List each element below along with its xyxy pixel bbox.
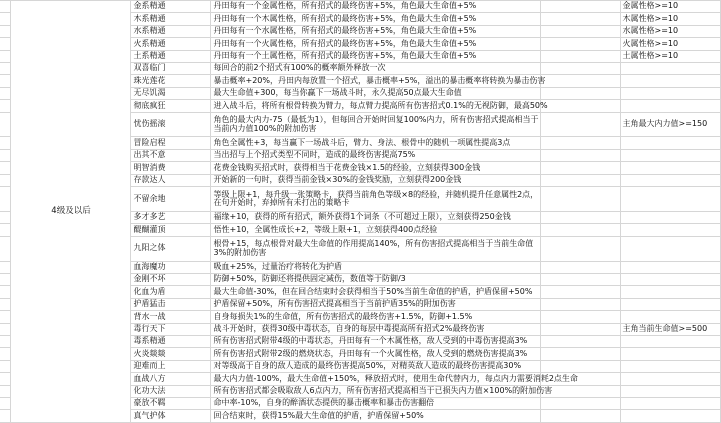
- empty-cell: [540, 311, 620, 323]
- talent-name-cell: 明智消费: [130, 162, 210, 174]
- empty-cell: [540, 87, 620, 99]
- talent-description-cell: 对等级高于自身的敌人造成的最终伤害提高50%，对精英敌人造成的最终伤害提高30%: [210, 360, 540, 372]
- empty-cell: [540, 298, 620, 310]
- talent-description-cell: 根骨+15，每点根骨对最大生命值的作用提高140%，所有伤害招式提高相当于当前生命值3%的附加伤害: [210, 236, 540, 261]
- unlock-condition-cell: 金属性格>=10: [620, 1, 720, 13]
- talent-name-cell: 醍醐灌顶: [130, 224, 210, 236]
- empty-cell: [540, 187, 620, 212]
- unlock-condition-cell: [620, 236, 720, 261]
- talent-name-cell: 木系精通: [130, 13, 210, 25]
- table-row: [0, 1, 720, 13]
- talent-description-cell: 暴击概率+20%，丹田内每放置一个招式，暴击概率+5%，溢出的暴击概率将转换为暴击伤害: [210, 75, 540, 87]
- talent-name-cell: 存款达人: [130, 174, 210, 186]
- empty-cell: [540, 100, 620, 112]
- unlock-condition-cell: [620, 174, 720, 186]
- unlock-condition-cell: 火属性格>=10: [620, 38, 720, 50]
- row-gutter-cell: [0, 298, 10, 310]
- talent-table-body: [0, 1, 720, 423]
- empty-cell: [540, 360, 620, 372]
- talent-name-cell: 毒系精通: [130, 335, 210, 347]
- unlock-condition-cell: [620, 137, 720, 149]
- talent-description-cell: 每回合的前2个招式有100%的概率额外释放一次: [210, 63, 540, 75]
- empty-cell: [540, 38, 620, 50]
- talent-description-cell: 角色的最大内力-75（最低为1），但每回合开始时回复100%内力，所有伤害招式提高相当于当前内力值100%的附加伤害: [210, 112, 540, 137]
- unlock-condition-cell: [620, 373, 720, 385]
- empty-cell: [540, 273, 620, 285]
- talent-description-cell: 最大内力值-100%，最大生命值+150%，释放招式时，使用生命代替内力，每点内力需要消耗2点生命: [210, 373, 540, 385]
- row-gutter-cell: [0, 323, 10, 335]
- empty-cell: [540, 112, 620, 137]
- talent-description-cell: 命中率-10%，自身的醉酒状态提供的暴击概率和暴击伤害翻倍: [210, 398, 540, 410]
- empty-cell: [540, 348, 620, 360]
- talent-name-cell: 护盾猛击: [130, 298, 210, 310]
- row-gutter-cell: [0, 38, 10, 50]
- talent-description-cell: 悟性+10，全属性成长+2，等级上限+1，立刻获得400点经验: [210, 224, 540, 236]
- talent-description-cell: 等级上限+1，每升级一张策略卡，获得当前角色等级×8的经验，并随机提升任意属性2点，在句开始时，弃掉所有未打出的策略卡: [210, 187, 540, 212]
- unlock-condition-cell: [620, 63, 720, 75]
- group-label-cell: 4级及以后: [10, 1, 130, 423]
- empty-cell: [540, 162, 620, 174]
- talent-name-cell: 背水一战: [130, 311, 210, 323]
- unlock-condition-cell: [620, 360, 720, 372]
- row-gutter-cell: [0, 236, 10, 261]
- unlock-condition-cell: [620, 149, 720, 161]
- talent-description-cell: 当出招与上个招式类型不同时，造成的最终伤害提高75%: [210, 149, 540, 161]
- empty-cell: [540, 137, 620, 149]
- unlock-condition-cell: [620, 87, 720, 99]
- talent-name-cell: 出其不意: [130, 149, 210, 161]
- row-gutter-cell: [0, 273, 10, 285]
- row-gutter-cell: [0, 87, 10, 99]
- unlock-condition-cell: 土属性格>=10: [620, 50, 720, 62]
- talent-name-cell: 火炎燚燚: [130, 348, 210, 360]
- unlock-condition-cell: 主角最大内力值>=150: [620, 112, 720, 137]
- unlock-condition-cell: [620, 398, 720, 410]
- empty-cell: [540, 323, 620, 335]
- unlock-condition-cell: [620, 211, 720, 223]
- talent-description-cell: 丹田每有一个火属性格，所有招式的最终伤害+5%，角色最大生命值+5%: [210, 38, 540, 50]
- empty-cell: [540, 174, 620, 186]
- talent-description-cell: 福缘+10，获得的所有招式，额外获得1个词条（不可超过上限），立刻获得250金钱: [210, 211, 540, 223]
- talent-name-cell: 水系精通: [130, 25, 210, 37]
- talent-name-cell: 血战八方: [130, 373, 210, 385]
- unlock-condition-cell: [620, 187, 720, 212]
- empty-cell: [540, 286, 620, 298]
- talent-name-cell: 血海魔功: [130, 261, 210, 273]
- empty-cell: [540, 149, 620, 161]
- unlock-condition-cell: 主角当前生命值>=500: [620, 323, 720, 335]
- empty-cell: [540, 25, 620, 37]
- row-gutter-cell: [0, 373, 10, 385]
- row-gutter-cell: [0, 174, 10, 186]
- unlock-condition-cell: [620, 75, 720, 87]
- talent-name-cell: 多才多艺: [130, 211, 210, 223]
- talent-name-cell: 火系精通: [130, 38, 210, 50]
- unlock-condition-cell: [620, 286, 720, 298]
- talent-name-cell: 彻底疯狂: [130, 100, 210, 112]
- row-gutter-cell: [0, 398, 10, 410]
- row-gutter-cell: [0, 149, 10, 161]
- talent-description-cell: 开始新的一句时，获得当前金钱×30%的金钱奖励，立刻获得200金钱: [210, 174, 540, 186]
- empty-cell: [540, 50, 620, 62]
- talent-name-cell: 化功大法: [130, 385, 210, 397]
- row-gutter-cell: [0, 286, 10, 298]
- row-gutter-cell: [0, 162, 10, 174]
- empty-cell: [540, 224, 620, 236]
- talent-description-cell: 进入战斗后，将所有根骨转换为臂力，每点臂力提高所有伤害招式0.1%的无视防御，最高50%: [210, 100, 540, 112]
- talent-description-cell: 所有伤害招式附带2级的燃烧状态，丹田每有一个火属性格，敌人受到的燃烧伤害提高3%: [210, 348, 540, 360]
- talent-description-cell: 所有伤害招式附带4级的中毒状态，丹田每有一个木属性格，敌人受到的中毒伤害提高3%: [210, 335, 540, 347]
- empty-cell: [540, 385, 620, 397]
- row-gutter-cell: [0, 335, 10, 347]
- empty-cell: [540, 335, 620, 347]
- unlock-condition-cell: [620, 100, 720, 112]
- talent-name-cell: 化血为盾: [130, 286, 210, 298]
- talent-name-cell: 不留余地: [130, 187, 210, 212]
- talent-description-cell: 所有伤害招式都会吸取敌人6点内力，所有伤害招式提高相当于已损失内力值×100%的附加伤害: [210, 385, 540, 397]
- unlock-condition-cell: 水属性格>=10: [620, 25, 720, 37]
- row-gutter-cell: [0, 261, 10, 273]
- row-gutter-cell: [0, 360, 10, 372]
- talent-description-cell: 丹田每有一个金属性格，所有招式的最终伤害+5%，角色最大生命值+5%: [210, 1, 540, 13]
- empty-cell: [540, 398, 620, 410]
- row-gutter-cell: [0, 410, 10, 422]
- unlock-condition-cell: [620, 311, 720, 323]
- unlock-condition-cell: [620, 273, 720, 285]
- row-gutter-cell: [0, 348, 10, 360]
- empty-cell: [540, 63, 620, 75]
- talent-description-cell: 回合结束时，获得15%最大生命值的护盾，护盾保留+50%: [210, 410, 540, 422]
- talent-name-cell: 迎难而上: [130, 360, 210, 372]
- talent-name-cell: 真气护体: [130, 410, 210, 422]
- talent-description-cell: 丹田每有一个木属性格，所有招式的最终伤害+5%，角色最大生命值+5%: [210, 13, 540, 25]
- unlock-condition-cell: [620, 224, 720, 236]
- talent-description-cell: 角色全属性+3，每当赢下一场战斗后，臂力、身法、根骨中的随机一项属性提高3点: [210, 137, 540, 149]
- empty-cell: [540, 211, 620, 223]
- talent-name-cell: 毒行天下: [130, 323, 210, 335]
- empty-cell: [540, 261, 620, 273]
- talent-description-cell: 战斗开始时，获得30级中毒状态，自身的每层中毒提高所有招式2%最终伤害: [210, 323, 540, 335]
- empty-cell: [540, 410, 620, 422]
- row-gutter-cell: [0, 50, 10, 62]
- talent-name-cell: 双喜临门: [130, 63, 210, 75]
- talent-name-cell: 金系精通: [130, 1, 210, 13]
- unlock-condition-cell: [620, 335, 720, 347]
- row-gutter-cell: [0, 311, 10, 323]
- talent-name-cell: 土系精通: [130, 50, 210, 62]
- row-gutter-cell: [0, 112, 10, 137]
- empty-cell: [540, 75, 620, 87]
- talent-name-cell: 忧伤摇滚: [130, 112, 210, 137]
- unlock-condition-cell: [620, 348, 720, 360]
- unlock-condition-cell: [620, 298, 720, 310]
- talent-description-cell: 丹田每有一个土属性格，所有招式的最终伤害+5%，角色最大生命值+5%: [210, 50, 540, 62]
- talent-name-cell: 九阳之体: [130, 236, 210, 261]
- talent-description-cell: 防御+50%，防御还将提供固定减伤，数值等于防御/3: [210, 273, 540, 285]
- empty-cell: [540, 13, 620, 25]
- talent-name-cell: 金刚不坏: [130, 273, 210, 285]
- talent-description-cell: 护盾保留+50%，所有伤害招式提高相当于当前护盾35%的附加伤害: [210, 298, 540, 310]
- talent-name-cell: 珠光莲花: [130, 75, 210, 87]
- talent-description-cell: 花费金钱购买招式时，获得相当于花费金钱×1.5的经验，立刻获得300金钱: [210, 162, 540, 174]
- row-gutter-cell: [0, 385, 10, 397]
- row-gutter-cell: [0, 75, 10, 87]
- talent-name-cell: 冒险启程: [130, 137, 210, 149]
- talent-description-cell: 丹田每有一个水属性格，所有招式的最终伤害+5%，角色最大生命值+5%: [210, 25, 540, 37]
- talent-name-cell: 无尽饥渴: [130, 87, 210, 99]
- row-gutter-cell: [0, 187, 10, 212]
- row-gutter-cell: [0, 13, 10, 25]
- unlock-condition-cell: [620, 162, 720, 174]
- talent-description-cell: 吸血+25%，过量治疗将转化为护盾: [210, 261, 540, 273]
- unlock-condition-cell: 木属性格>=10: [620, 13, 720, 25]
- row-gutter-cell: [0, 25, 10, 37]
- empty-cell: [540, 1, 620, 13]
- unlock-condition-cell: [620, 261, 720, 273]
- talent-description-cell: 自身每损失1%的生命值，所有伤害招式的最终伤害+1.5%，防御+1.5%: [210, 311, 540, 323]
- row-gutter-cell: [0, 224, 10, 236]
- empty-cell: [540, 236, 620, 261]
- row-gutter-cell: [0, 63, 10, 75]
- talent-description-cell: 最大生命值-30%，但在回合结束时会获得相当于50%当前生命值的护盾，护盾保留+50%: [210, 286, 540, 298]
- row-gutter-cell: [0, 1, 10, 13]
- talent-description-cell: 最大生命值+300，每当你赢下一场战斗时，永久提高50点最大生命值: [210, 87, 540, 99]
- unlock-condition-cell: [620, 385, 720, 397]
- talent-name-cell: 豪放不羁: [130, 398, 210, 410]
- row-gutter-cell: [0, 211, 10, 223]
- row-gutter-cell: [0, 137, 10, 149]
- unlock-condition-cell: [620, 410, 720, 422]
- row-gutter-cell: [0, 100, 10, 112]
